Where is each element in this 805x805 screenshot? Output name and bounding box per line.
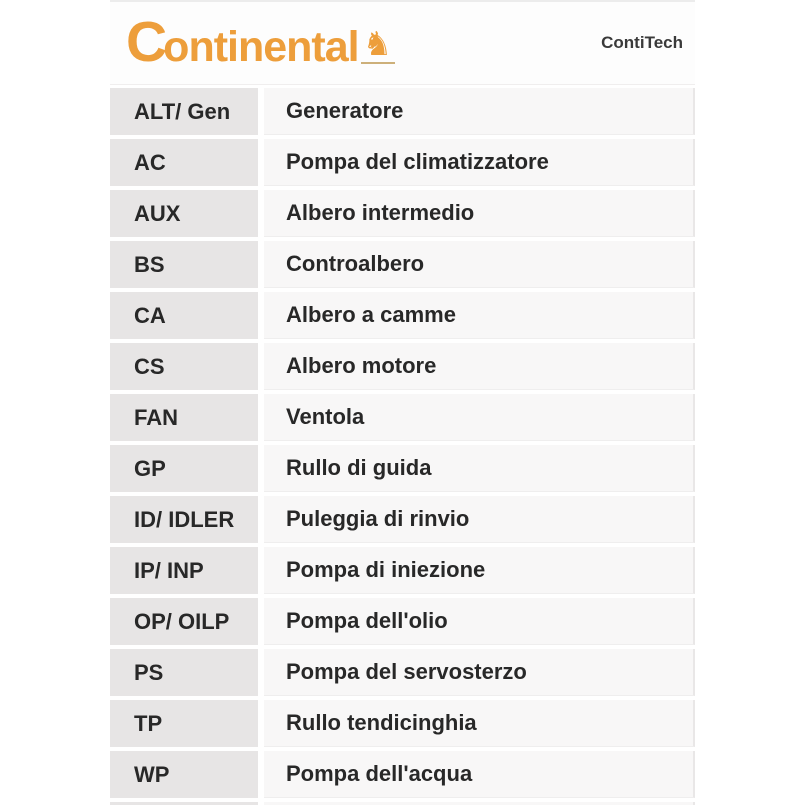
table-row xyxy=(110,88,695,135)
table-row xyxy=(110,292,695,339)
abbreviation-cell: WP xyxy=(110,751,258,798)
abbreviation-cell: OP/ OILP xyxy=(110,598,258,645)
abbreviation-cell: AC xyxy=(110,139,258,186)
table-row xyxy=(110,751,695,798)
abbreviation-cell: FAN xyxy=(110,394,258,441)
abbreviation-cell: GP xyxy=(110,445,258,492)
contitech-logo: ContiTech xyxy=(601,33,683,52)
description-cell: Rullo di guida xyxy=(264,445,695,492)
legend-table xyxy=(110,88,695,805)
abbreviation-cell: CA xyxy=(110,292,258,339)
description-cell: Pompa del climatizzatore xyxy=(264,139,695,186)
table-row xyxy=(110,547,695,594)
abbreviation-cell: IP/ INP xyxy=(110,547,258,594)
description-cell: Pompa del servosterzo xyxy=(264,649,695,696)
table-row xyxy=(110,649,695,696)
abbreviation-cell: ID/ IDLER xyxy=(110,496,258,543)
table-row xyxy=(110,496,695,543)
description-cell: Albero intermedio xyxy=(264,190,695,237)
table-row xyxy=(110,598,695,645)
abbreviation-cell: AUX xyxy=(110,190,258,237)
header xyxy=(110,0,695,85)
description-cell: Controalbero xyxy=(264,241,695,288)
table-row xyxy=(110,700,695,747)
description-cell: Pompa dell'acqua xyxy=(264,751,695,798)
table-row xyxy=(110,241,695,288)
description-cell: Pompa dell'olio xyxy=(264,598,695,645)
description-cell: Ventola xyxy=(264,394,695,441)
description-cell: Rullo tendicinghia xyxy=(264,700,695,747)
table-row xyxy=(110,445,695,492)
abbreviation-cell: PS xyxy=(110,649,258,696)
abbreviation-cell: TP xyxy=(110,700,258,747)
table-row xyxy=(110,139,695,186)
description-cell: Puleggia di rinvio xyxy=(264,496,695,543)
description-cell: Generatore xyxy=(264,88,695,135)
continental-logo-letter-c: C xyxy=(126,9,167,74)
description-cell: Albero motore xyxy=(264,343,695,390)
table-row xyxy=(110,343,695,390)
description-cell: Pompa di iniezione xyxy=(264,547,695,594)
abbreviation-cell: CS xyxy=(110,343,258,390)
table-row xyxy=(110,394,695,441)
abbreviation-cell: ALT/ Gen xyxy=(110,88,258,135)
table-row xyxy=(110,190,695,237)
continental-logo-wordmark: ontinental xyxy=(163,22,359,71)
continental-logo xyxy=(126,9,395,74)
rearing-horse-icon: ♞ xyxy=(361,27,396,64)
content-column xyxy=(110,0,695,805)
description-cell: Albero a camme xyxy=(264,292,695,339)
abbreviation-cell: BS xyxy=(110,241,258,288)
